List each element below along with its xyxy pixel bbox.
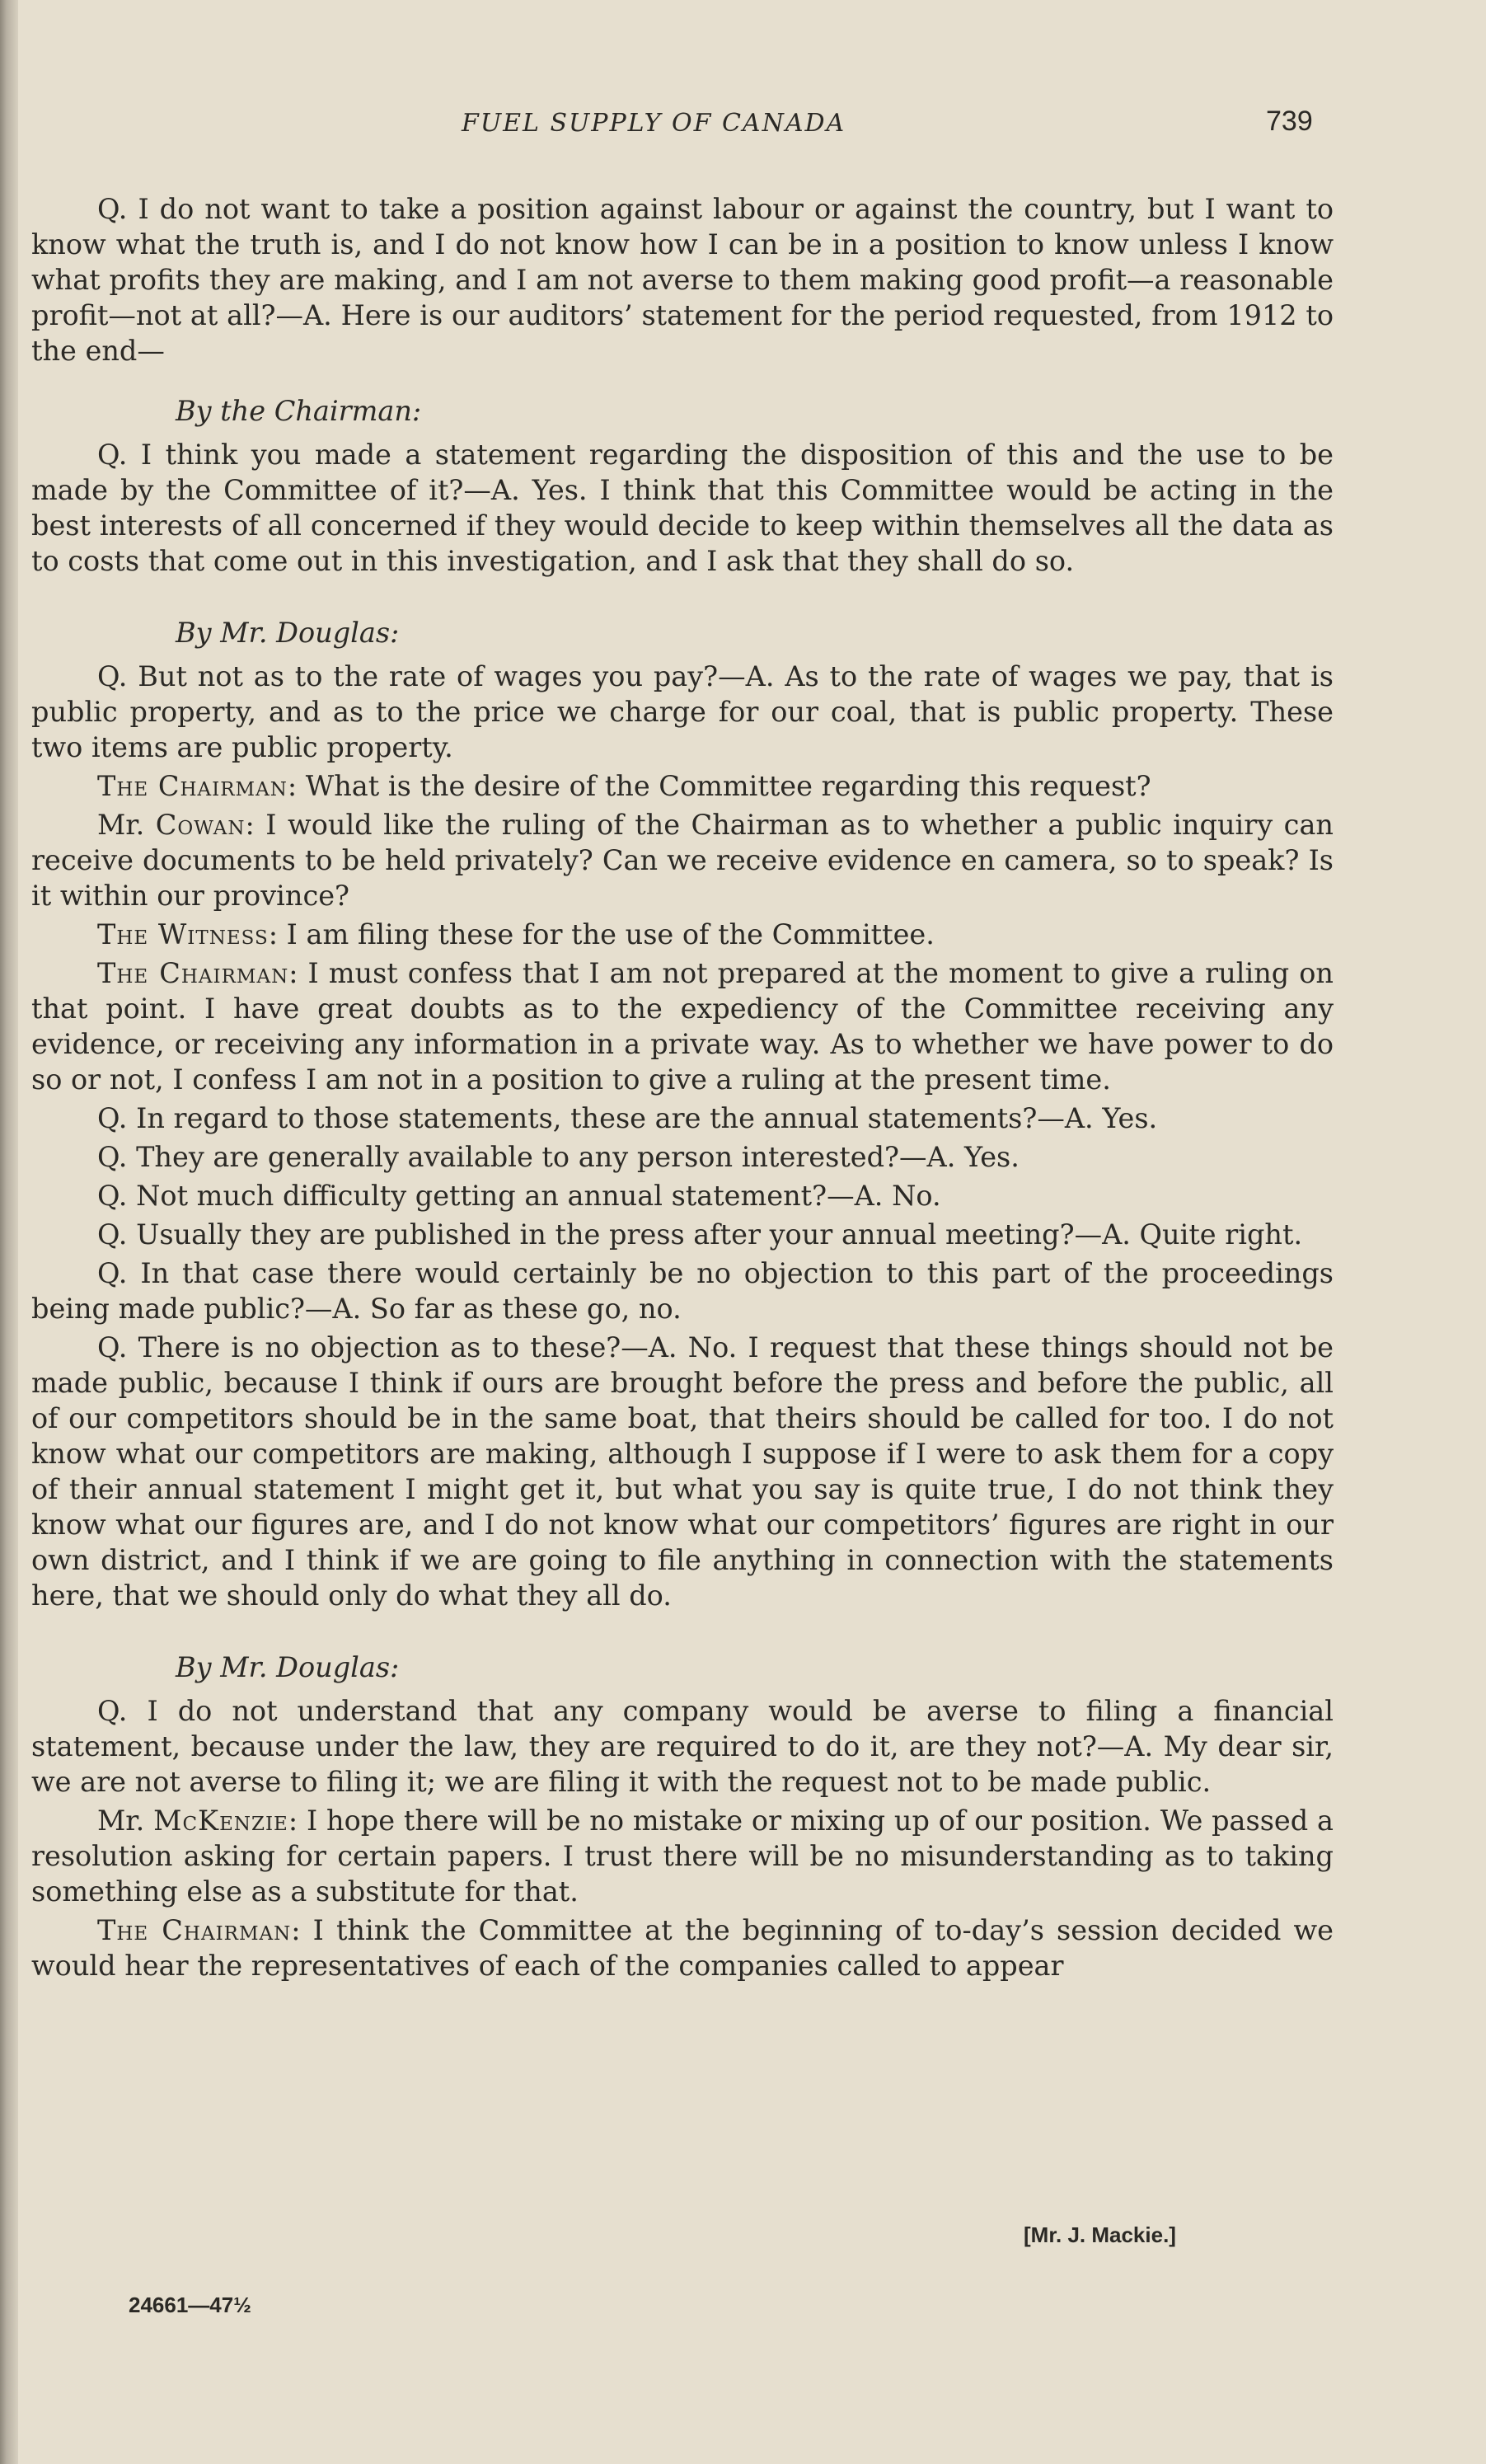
speaker-name: The Chairman [97, 770, 288, 802]
speaker-name: McKenzie [153, 1805, 288, 1837]
paragraph: Q. There is no objection as to these?—A. No. I request that these things should not be made public, because I think if ours are brought before the press and before the public, all of our competitors should be in the same boat, that theirs should be called for too. I do not know what our competitors are making, although I suppose if I were to ask them for a copy of their annual statement I might get it, but what you say is quite true, I do not think they know what our figures are, and I do not know what our competitors’ figures are right in our own district, and I think if we are going to file anything in connection with the statements here, that we should only do what they all do. [31, 1331, 1334, 1612]
paragraph: Q. But not as to the rate of wages you pay?—A. As to the rate of wages we pay, that is public property, and as to the price we charge for our coal, that is public property. These two items are public property. [31, 660, 1334, 763]
paragraph: Q. Not much difficulty getting an annual statement?—A. No. [97, 1180, 941, 1212]
speaker-paragraph: The Chairman: What is the desire of the Committee regarding this request? [97, 770, 1151, 802]
transcript-body [31, 191, 1334, 1987]
paragraph: Q. They are generally available to any person interested?—A. Yes. [97, 1141, 1020, 1173]
speaker-paragraph: The Witness: I am filing these for the use of the Committee. [97, 918, 935, 950]
paragraph: Q. I do not understand that any company would be averse to filing a financial statement, because under the law, they are required to do it, are they not?—A. My dear sir, we are not averse to filing it; we are filing it with the request not to be made public. [31, 1695, 1334, 1798]
speaker-paragraph: The Chairman: I must confess that I am not prepared at the moment to give a ruling on that point. I have great doubts as to the expediency of the Committee receiving any evidence, or receiving any information in a private way. As to whether we have power to do so or not, I confess I am not in a position to give a ruling at the present time. [31, 957, 1334, 1096]
speaker-paragraph: The Chairman: I think the Committee at the beginning of to-day’s session decided we would hear the representatives of each of the companies called to appear [31, 1914, 1334, 1982]
paragraph: Q. In regard to those statements, these are the annual statements?—A. Yes. [97, 1102, 1158, 1134]
paragraph: Q. In that case there would certainly be no objection to this part of the proceedings being made public?—A. So far as these go, no. [31, 1257, 1334, 1325]
book-spine-shadow [0, 0, 18, 2464]
speaker-paragraph: Mr. Cowan: I would like the ruling of the Chairman as to whether a public inquiry can receive documents to be held privately? Can we receive evidence en camera, so to speak? Is it within our province? [31, 809, 1334, 912]
speaker-heading: By Mr. Douglas: [176, 1651, 400, 1683]
paragraph: Q. I think you made a statement regarding the disposition of this and the use to be made by the Committee of it?—A. Yes. I think that this Committee would be acting in the best interests of all concerned if they would decide to keep within themselves all the data as to costs that come out in this investigation, and I ask that they shall do so. [31, 439, 1334, 577]
speaker-name: Cowan [155, 809, 246, 841]
page-number: 739 [1266, 106, 1313, 137]
speaker-name: The Chairman [97, 957, 289, 989]
paragraph: Q. Usually they are published in the press after your annual meeting?—A. Quite right. [97, 1218, 1303, 1251]
page-header [0, 97, 1486, 147]
print-code: 24661—47½ [129, 2293, 251, 2317]
speaker-paragraph: Mr. McKenzie: I hope there will be no mistake or mixing up of our position. We passed a resolution asking for certain papers. I trust there will be no misunderstanding as to taking something else as a substitute for that. [31, 1805, 1334, 1908]
witness-signature: [Mr. J. Mackie.] [1024, 2222, 1176, 2247]
running-title: FUEL SUPPLY OF CANADA [462, 109, 846, 138]
paragraph: Q. I do not want to take a position against labour or against the country, but I want to know what the truth is, and I do not know how I can be in a position to know unless I know what profits they are making, and I am not averse to them making good profit—a reasonable profit—not at all?—A. Here is our auditors’ statement for the period requested, from 1912 to the end— [31, 193, 1334, 367]
speaker-heading: By the Chairman: [176, 395, 422, 427]
speaker-heading: By Mr. Douglas: [176, 617, 400, 649]
speaker-name: The Chairman [97, 1914, 292, 1946]
speaker-name: The Witness [97, 918, 269, 950]
